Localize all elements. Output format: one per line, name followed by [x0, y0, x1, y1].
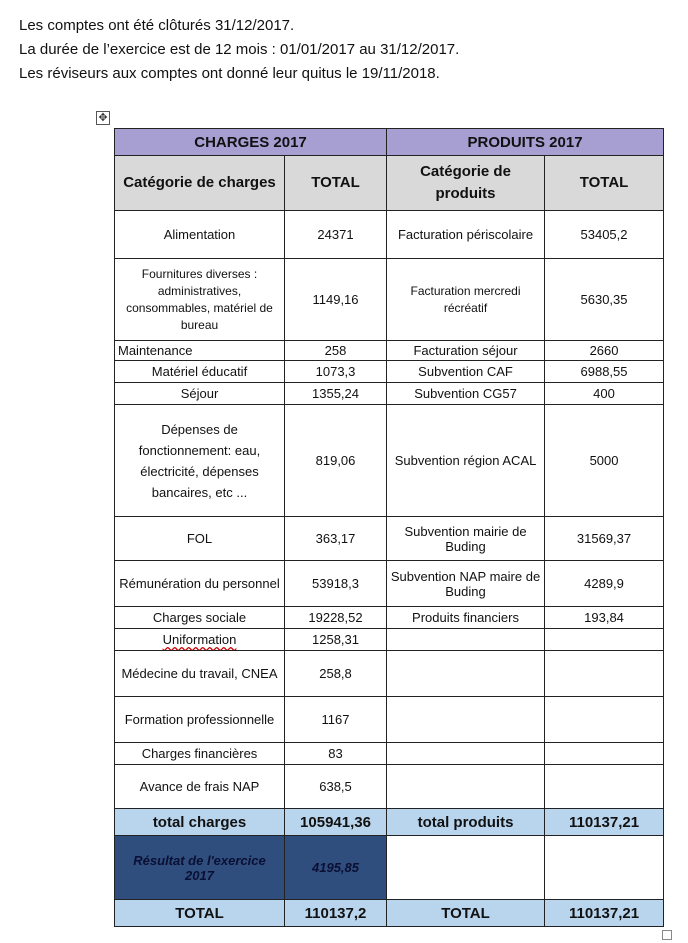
charge-label: Alimentation — [115, 211, 285, 259]
charge-total: 258 — [285, 341, 387, 361]
produit-label: Produits financiers — [387, 607, 545, 629]
produit-label — [387, 697, 545, 743]
grand-total-charges-label: TOTAL — [115, 900, 285, 927]
table-row — [115, 405, 664, 517]
empty-cell — [545, 836, 664, 900]
charge-label: Séjour — [115, 383, 285, 405]
produit-total: 31569,37 — [545, 517, 664, 561]
charge-label: Médecine du travail, CNEA — [115, 651, 285, 697]
produit-label: Subvention mairie de Buding — [387, 517, 545, 561]
charge-label — [115, 629, 285, 651]
table-row — [115, 259, 664, 341]
charge-total: 1073,3 — [285, 361, 387, 383]
charge-label: Matériel éducatif — [115, 361, 285, 383]
resultat-value: 4195,85 — [285, 836, 387, 900]
charge-total: 19228,52 — [285, 607, 387, 629]
table-row — [115, 517, 664, 561]
table-row — [115, 607, 664, 629]
total-produits-value: 110137,21 — [545, 809, 664, 836]
table-row — [115, 743, 664, 765]
charge-label: Dépenses de fonctionnement: eau, électricité, dépenses bancaires, etc ... — [115, 405, 285, 517]
table-resize-handle[interactable] — [662, 930, 672, 940]
produit-label: Subvention CG57 — [387, 383, 545, 405]
charge-label: Charges financières — [115, 743, 285, 765]
produit-total — [545, 765, 664, 809]
table-move-handle-icon[interactable]: ✥ — [96, 111, 110, 125]
produit-label: Facturation mercredi récréatif — [387, 259, 545, 341]
produit-total — [545, 651, 664, 697]
charge-label: Formation professionnelle — [115, 697, 285, 743]
total-charges-label: total charges — [115, 809, 285, 836]
produit-total: 5630,35 — [545, 259, 664, 341]
charge-label-text: Uniformation — [162, 632, 237, 647]
produit-total — [545, 629, 664, 651]
charge-label: Charges sociale — [115, 607, 285, 629]
intro-line-1: Les comptes ont été clôturés 31/12/2017. — [19, 17, 295, 34]
total-produits-label: total produits — [387, 809, 545, 836]
charge-label: Avance de frais NAP — [115, 765, 285, 809]
table-row — [115, 651, 664, 697]
grand-total-produits-label: TOTAL — [387, 900, 545, 927]
charge-total: 258,8 — [285, 651, 387, 697]
produit-label: Subvention NAP maire de Buding — [387, 561, 545, 607]
charge-total: 363,17 — [285, 517, 387, 561]
produit-label — [387, 765, 545, 809]
charges-category-header: Catégorie de charges — [115, 156, 285, 211]
produit-label — [387, 629, 545, 651]
produit-total — [545, 697, 664, 743]
totals-row — [115, 809, 664, 836]
charge-total: 24371 — [285, 211, 387, 259]
charge-total: 819,06 — [285, 405, 387, 517]
produits-category-header: Catégorie de produits — [387, 156, 545, 211]
table-row — [115, 383, 664, 405]
produit-label: Facturation périscolaire — [387, 211, 545, 259]
resultat-label: Résultat de l'exercice 2017 — [115, 836, 285, 900]
financial-table — [114, 128, 664, 927]
produit-total: 5000 — [545, 405, 664, 517]
produits-total-header: TOTAL — [545, 156, 664, 211]
table-row — [115, 211, 664, 259]
charge-total: 1258,31 — [285, 629, 387, 651]
produit-label — [387, 651, 545, 697]
grand-total-row — [115, 900, 664, 927]
table-row — [115, 561, 664, 607]
produit-total — [545, 743, 664, 765]
produit-total: 400 — [545, 383, 664, 405]
produit-label: Facturation séjour — [387, 341, 545, 361]
charges-title: CHARGES 2017 — [115, 129, 387, 156]
charge-label: FOL — [115, 517, 285, 561]
produit-total: 4289,9 — [545, 561, 664, 607]
charge-total: 83 — [285, 743, 387, 765]
empty-cell — [387, 836, 545, 900]
produit-total: 6988,55 — [545, 361, 664, 383]
produits-title: PRODUITS 2017 — [387, 129, 664, 156]
produit-total: 193,84 — [545, 607, 664, 629]
charge-total: 1167 — [285, 697, 387, 743]
charge-total: 1149,16 — [285, 259, 387, 341]
table-row — [115, 697, 664, 743]
produit-total: 2660 — [545, 341, 664, 361]
charge-total: 638,5 — [285, 765, 387, 809]
intro-text — [19, 14, 679, 86]
charges-total-header: TOTAL — [285, 156, 387, 211]
charge-total: 53918,3 — [285, 561, 387, 607]
intro-line-2: La durée de l’exercice est de 12 mois : 01/01/2017 au 31/12/2017. — [19, 41, 460, 58]
intro-line-3: Les réviseurs aux comptes ont donné leur quitus le 19/11/2018. — [19, 65, 440, 82]
produit-label: Subvention CAF — [387, 361, 545, 383]
table-row — [115, 629, 664, 651]
table-row — [115, 361, 664, 383]
grand-total-charges-value: 110137,2 — [285, 900, 387, 927]
charge-label: Rémunération du personnel — [115, 561, 285, 607]
total-charges-value: 105941,36 — [285, 809, 387, 836]
table-row — [115, 341, 664, 361]
charge-label: Fournitures diverses : administratives, consommables, matériel de bureau — [115, 259, 285, 341]
table-row — [115, 765, 664, 809]
charge-label: Maintenance — [115, 341, 285, 361]
produit-label: Subvention région ACAL — [387, 405, 545, 517]
charge-total: 1355,24 — [285, 383, 387, 405]
result-row — [115, 836, 664, 900]
produit-label — [387, 743, 545, 765]
grand-total-produits-value: 110137,21 — [545, 900, 664, 927]
produit-total: 53405,2 — [545, 211, 664, 259]
